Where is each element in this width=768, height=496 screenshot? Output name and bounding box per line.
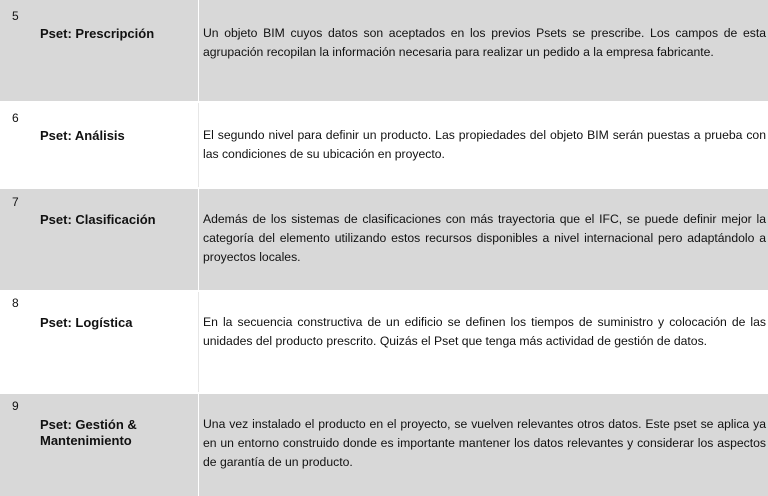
column-divider <box>198 0 199 101</box>
row-number: 8 <box>12 296 19 310</box>
row-number: 9 <box>12 399 19 413</box>
table-row <box>0 394 768 496</box>
table-row <box>0 0 768 101</box>
pset-name: Pset: Clasificación <box>40 212 156 227</box>
table-row <box>0 103 768 187</box>
table-row <box>0 292 768 392</box>
pset-name: Pset: Logística <box>40 315 133 330</box>
column-divider <box>198 103 199 187</box>
row-number: 5 <box>12 9 19 23</box>
pset-name: Pset: Análisis <box>40 128 125 143</box>
pset-description: Una vez instalado el producto en el proyecto, se vuelven relevantes otros datos. Este pset se aplica ya en un entorno construido donde es importante mantener los datos relevantes y considerar los aspectos de garantía de un producto. <box>203 417 766 469</box>
pset-description: El segundo nivel para definir un producto. Las propiedades del objeto BIM serán puestas a prueba con las condiciones de su ubicación en proyecto. <box>203 128 766 161</box>
pset-description: En la secuencia constructiva de un edificio se definen los tiempos de suministro y colocación de las unidades del producto prescrito. Quizás el Pset que tenga más actividad de gestión de datos. <box>203 315 766 348</box>
pset-description: Un objeto BIM cuyos datos son aceptados en los previos Psets se prescribe. Los campos de esta agrupación recopilan la información necesaria para realizar un pedido a la empresa fabricante. <box>203 26 766 59</box>
row-number: 7 <box>12 195 19 209</box>
column-divider <box>198 189 199 290</box>
column-divider <box>198 292 199 392</box>
pset-name: Pset: Gestión & Mantenimiento <box>40 417 137 448</box>
pset-description: Además de los sistemas de clasificaciones con más trayectoria que el IFC, se puede definir mejor la categoría del elemento utilizando estos recursos disponibles a nivel internacional pero adaptándolo a proyectos locales. <box>203 212 766 264</box>
row-number: 6 <box>12 111 19 125</box>
pset-name: Pset: Prescripción <box>40 26 155 41</box>
table-row <box>0 189 768 290</box>
column-divider <box>198 394 199 496</box>
